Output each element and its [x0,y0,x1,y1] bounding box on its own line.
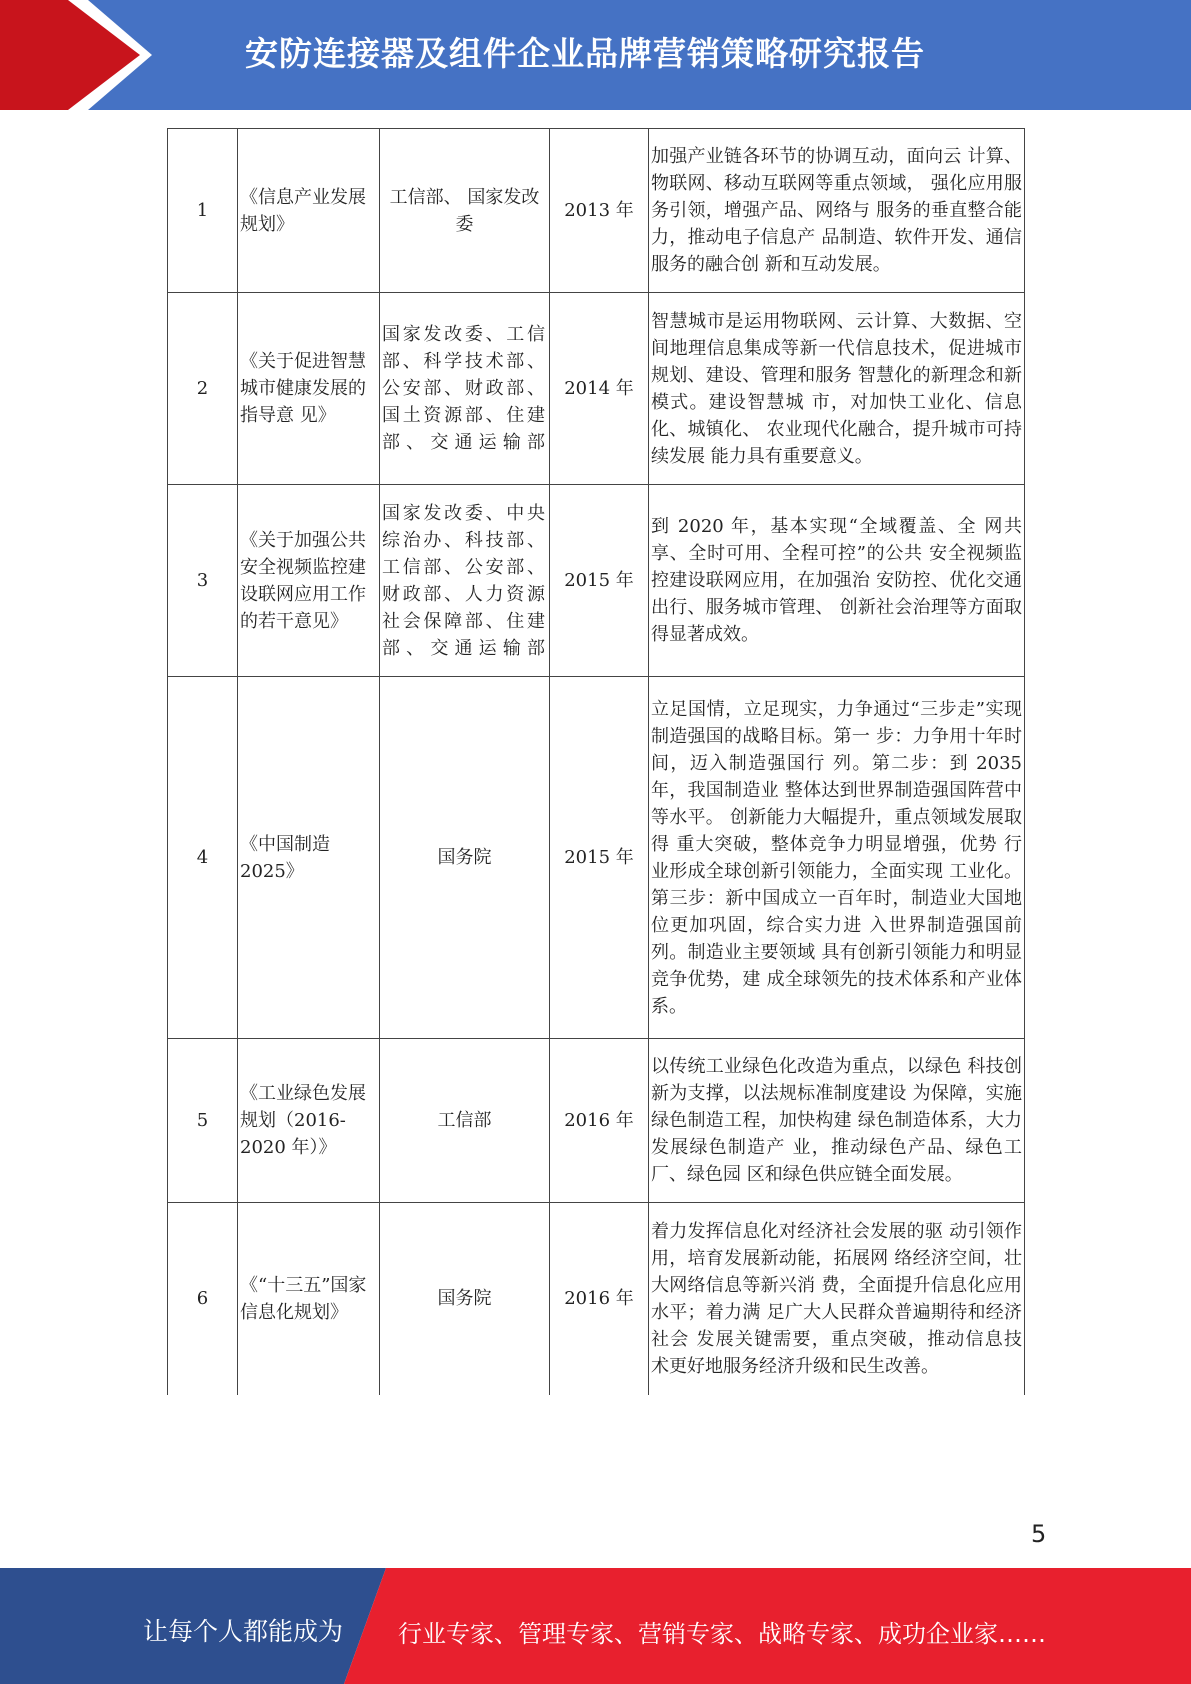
policy-name: 《关于促进智慧城市健康发展的指导意 见》 [238,293,380,485]
policy-content: 以传统工业绿色化改造为重点，以绿色 科技创新为支撑，以法规标准制度建设 为保障，实施绿色制造工程，加快构建 绿色制造体系，大力发展绿色制造产 业，推动绿色产品、绿色工厂、绿色园 区和绿色供应链全面发展。 [649,1039,1025,1203]
table-row [168,677,1025,1039]
page-number: 5 [1031,1520,1047,1548]
issue-year: 2013 年 [550,129,649,293]
page-title: 安防连接器及组件企业品牌营销策略研究报告 [245,34,925,73]
table-row [168,1039,1025,1203]
table-row [168,129,1025,293]
issue-year: 2015 年 [550,677,649,1039]
policy-content: 到 2020 年，基本实现“全域覆盖、全 网共享、全时可用、全程可控”的公共 安全视频监控建设联网应用，在加强治 安防控、优化交通出行、服务城市管理、 创新社会治理等方面取得显著成效。 [649,485,1025,677]
issuing-department: 工信部、 国家发改委 [380,129,550,293]
table-row [168,293,1025,485]
policy-name: 《“十三五”国家信息化规划》 [238,1203,380,1395]
issue-year: 2015 年 [550,485,649,677]
row-number: 4 [168,677,238,1039]
header-arrow-shape [0,0,160,110]
issuing-department: 国务院 [380,1203,550,1395]
policy-name: 《中国制造 2025》 [238,677,380,1039]
page-footer [0,1568,1191,1684]
footer-slogan-left: 让每个人都能成为 [143,1617,344,1646]
row-number: 5 [168,1039,238,1203]
policy-content: 立足国情，立足现实，力争通过“三步走”实现制造强国的战略目标。第一 步：力争用十年时间，迈入制造强国行 列。第二步：到 2035 年，我国制造业 整体达到世界制造强国阵营中等水平。 创新能力大幅提升，重点领域发展取得 重大突破，整体竞争力明显增强，优势 行业形成全球创新引领能力，全面实现 工业化。第三步：新中国成立一百年时，制造业大国地位更加巩固，综合实力进 入世界制造强国前列。制造业主要领域 具有创新引领能力和明显竞争优势，建 成全球领先的技术体系和产业体系。 [649,677,1025,1039]
row-number: 6 [168,1203,238,1395]
policy-name: 《工业绿色发展规划（2016-2020 年）》 [238,1039,380,1203]
issuing-department: 国家发改委、工信部、科学技术部、公安部、财政部、国土资源部、住建部、交通运输部 [380,293,550,485]
policy-content: 加强产业链各环节的协调互动，面向云 计算、物联网、移动互联网等重点领域， 强化应用服务引领，增强产品、网络与 服务的垂直整合能力，推动电子信息产 品制造、软件开发、通信服务的融合创 新和互动发展。 [649,129,1025,293]
table-row [168,485,1025,677]
page-header [0,0,1191,110]
table-row [168,1203,1025,1395]
policy-table [167,128,1025,1395]
policy-name: 《关于加强公共安全视频监控建设联网应用工作的若干意见》 [238,485,380,677]
issue-year: 2016 年 [550,1203,649,1395]
issue-year: 2014 年 [550,293,649,485]
policy-name: 《信息产业发展规划》 [238,129,380,293]
issue-year: 2016 年 [550,1039,649,1203]
row-number: 1 [168,129,238,293]
issuing-department: 工信部 [380,1039,550,1203]
footer-slogan-right: 行业专家、管理专家、营销专家、战略专家、成功企业家…… [398,1620,1046,1648]
policy-content: 智慧城市是运用物联网、云计算、大数据、空间地理信息集成等新一代信息技术，促进城市规划、建设、管理和服务 智慧化的新理念和新模式。建设智慧城 市，对加快工业化、信息化、城镇化、 农业现代化融合，提升城市可持续发展 能力具有重要意义。 [649,293,1025,485]
policy-content: 着力发挥信息化对经济社会发展的驱 动引领作用，培育发展新动能，拓展网 络经济空间，壮大网络信息等新兴消 费，全面提升信息化应用水平；着力满 足广大人民群众普遍期待和经济社会 发展关键需要，重点突破，推动信息技 术更好地服务经济升级和民生改善。 [649,1203,1025,1395]
row-number: 2 [168,293,238,485]
issuing-department: 国务院 [380,677,550,1039]
issuing-department: 国家发改委、中央综治办、科技部、工信部、公安部、财政部、人力资源社会保障部、住建部、交通运输部 [380,485,550,677]
row-number: 3 [168,485,238,677]
